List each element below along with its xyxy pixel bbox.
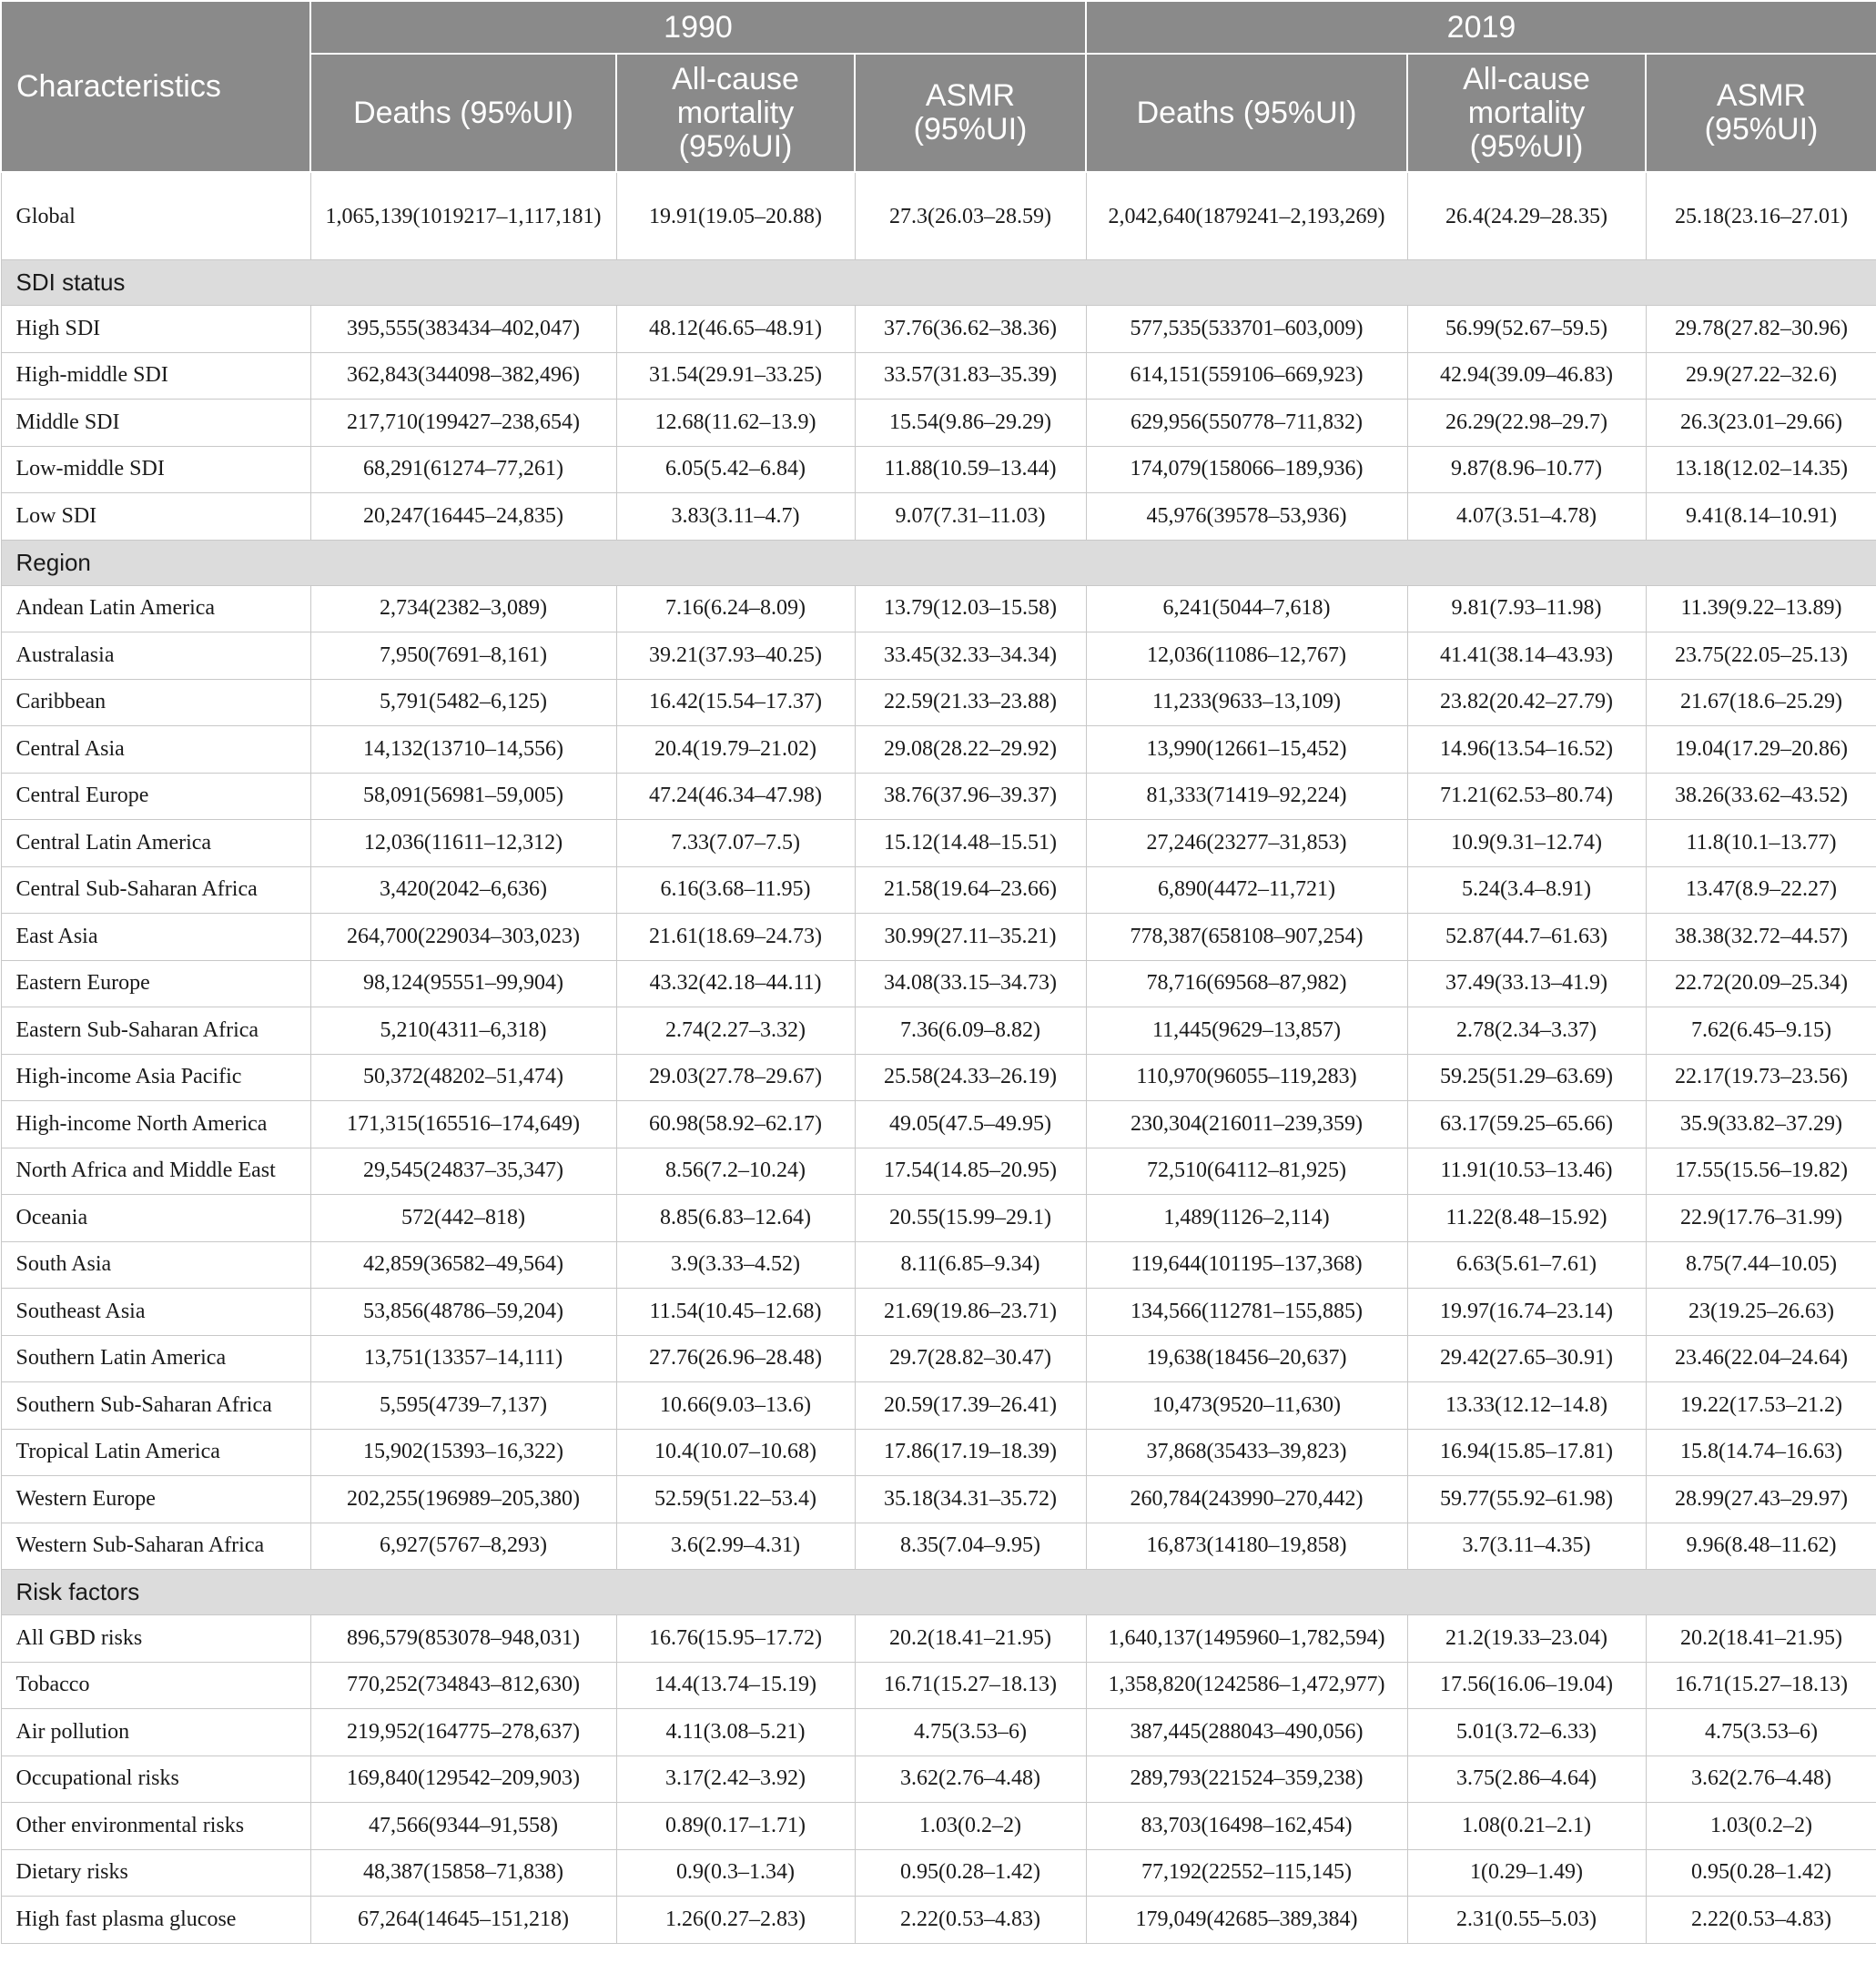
cell-asmr-2019: 7.62(6.45–9.15) [1646, 1007, 1876, 1055]
cell-asmr-2019: 29.78(27.82–30.96) [1646, 306, 1876, 353]
table-row [1, 1148, 1876, 1195]
cell-mortality-1990: 60.98(58.92–62.17) [616, 1101, 855, 1148]
cell-deaths-2019: 134,566(112781–155,885) [1086, 1289, 1407, 1336]
table-row [1, 1195, 1876, 1242]
cell-mortality-1990: 4.11(3.08–5.21) [616, 1709, 855, 1756]
cell-asmr-1990: 15.54(9.86–29.29) [855, 400, 1086, 447]
cell-deaths-1990: 171,315(165516–174,649) [310, 1101, 616, 1148]
cell-mortality-1990: 8.85(6.83–12.64) [616, 1195, 855, 1242]
cell-deaths-1990: 48,387(15858–71,838) [310, 1849, 616, 1897]
table-header [1, 1, 1876, 172]
cell-mortality-2019: 4.07(3.51–4.78) [1407, 493, 1646, 541]
cell-deaths-1990: 50,372(48202–51,474) [310, 1054, 616, 1101]
row-name: High fast plasma glucose [1, 1897, 310, 1944]
table-row [1, 1289, 1876, 1336]
header-deaths-1990: Deaths (95%UI) [310, 54, 616, 172]
cell-deaths-1990: 572(442–818) [310, 1195, 616, 1242]
cell-mortality-2019: 56.99(52.67–59.5) [1407, 306, 1646, 353]
cell-mortality-1990: 10.4(10.07–10.68) [616, 1429, 855, 1476]
cell-asmr-2019: 13.47(8.9–22.27) [1646, 866, 1876, 914]
cell-asmr-2019: 13.18(12.02–14.35) [1646, 446, 1876, 493]
table-row [1, 914, 1876, 961]
cell-mortality-1990: 10.66(9.03–13.6) [616, 1382, 855, 1430]
cell-mortality-2019: 6.63(5.61–7.61) [1407, 1241, 1646, 1289]
cell-asmr-2019: 4.75(3.53–6) [1646, 1709, 1876, 1756]
cell-asmr-2019: 19.04(17.29–20.86) [1646, 726, 1876, 774]
cell-deaths-2019: 110,970(96055–119,283) [1086, 1054, 1407, 1101]
cell-deaths-1990: 169,840(129542–209,903) [310, 1755, 616, 1803]
table-row [1, 1007, 1876, 1055]
row-name: High-income North America [1, 1101, 310, 1148]
cell-mortality-2019: 71.21(62.53–80.74) [1407, 773, 1646, 820]
cell-deaths-1990: 15,902(15393–16,322) [310, 1429, 616, 1476]
cell-mortality-2019: 26.4(24.29–28.35) [1407, 172, 1646, 260]
cell-deaths-2019: 27,246(23277–31,853) [1086, 820, 1407, 867]
table-row [1, 1241, 1876, 1289]
row-name: Southeast Asia [1, 1289, 310, 1336]
cell-mortality-1990: 7.16(6.24–8.09) [616, 585, 855, 632]
cell-deaths-2019: 12,036(11086–12,767) [1086, 632, 1407, 680]
cell-asmr-1990: 33.45(32.33–34.34) [855, 632, 1086, 680]
row-name: Eastern Sub-Saharan Africa [1, 1007, 310, 1055]
section-header-row [1, 260, 1876, 306]
cell-asmr-2019: 16.71(15.27–18.13) [1646, 1662, 1876, 1709]
row-name: North Africa and Middle East [1, 1148, 310, 1195]
row-name: Global [1, 172, 310, 260]
table-body [1, 172, 1876, 1943]
cell-asmr-1990: 33.57(31.83–35.39) [855, 352, 1086, 400]
table-row [1, 1382, 1876, 1430]
cell-asmr-1990: 2.22(0.53–4.83) [855, 1897, 1086, 1944]
header-year-2019: 2019 [1086, 1, 1876, 54]
cell-asmr-1990: 9.07(7.31–11.03) [855, 493, 1086, 541]
cell-asmr-1990: 21.58(19.64–23.66) [855, 866, 1086, 914]
row-name: All GBD risks [1, 1615, 310, 1663]
cell-mortality-2019: 3.7(3.11–4.35) [1407, 1523, 1646, 1570]
table-row [1, 1755, 1876, 1803]
cell-mortality-1990: 11.54(10.45–12.68) [616, 1289, 855, 1336]
cell-mortality-1990: 7.33(7.07–7.5) [616, 820, 855, 867]
cell-asmr-1990: 20.2(18.41–21.95) [855, 1615, 1086, 1663]
cell-asmr-1990: 17.54(14.85–20.95) [855, 1148, 1086, 1195]
table-row [1, 1803, 1876, 1850]
row-name: High SDI [1, 306, 310, 353]
header-deaths-2019: Deaths (95%UI) [1086, 54, 1407, 172]
cell-deaths-1990: 12,036(11611–12,312) [310, 820, 616, 867]
row-name: Low SDI [1, 493, 310, 541]
cell-deaths-1990: 896,579(853078–948,031) [310, 1615, 616, 1663]
cell-deaths-2019: 11,233(9633–13,109) [1086, 679, 1407, 726]
cell-mortality-1990: 19.91(19.05–20.88) [616, 172, 855, 260]
table-row [1, 820, 1876, 867]
cell-asmr-2019: 19.22(17.53–21.2) [1646, 1382, 1876, 1430]
cell-mortality-2019: 13.33(12.12–14.8) [1407, 1382, 1646, 1430]
cell-asmr-1990: 7.36(6.09–8.82) [855, 1007, 1086, 1055]
table-row [1, 632, 1876, 680]
section-header-row [1, 1570, 1876, 1615]
cell-asmr-2019: 2.22(0.53–4.83) [1646, 1897, 1876, 1944]
table-row [1, 726, 1876, 774]
cell-asmr-1990: 38.76(37.96–39.37) [855, 773, 1086, 820]
cell-deaths-2019: 174,079(158066–189,936) [1086, 446, 1407, 493]
cell-asmr-1990: 0.95(0.28–1.42) [855, 1849, 1086, 1897]
row-name: Tobacco [1, 1662, 310, 1709]
cell-asmr-2019: 11.39(9.22–13.89) [1646, 585, 1876, 632]
cell-mortality-2019: 5.01(3.72–6.33) [1407, 1709, 1646, 1756]
cell-asmr-2019: 38.38(32.72–44.57) [1646, 914, 1876, 961]
section-title: Region [1, 540, 1876, 585]
cell-mortality-2019: 29.42(27.65–30.91) [1407, 1335, 1646, 1382]
cell-deaths-2019: 77,192(22552–115,145) [1086, 1849, 1407, 1897]
row-name: Middle SDI [1, 400, 310, 447]
cell-deaths-2019: 81,333(71419–92,224) [1086, 773, 1407, 820]
cell-mortality-2019: 37.49(33.13–41.9) [1407, 960, 1646, 1007]
cell-asmr-2019: 29.9(27.22–32.6) [1646, 352, 1876, 400]
row-name: Central Latin America [1, 820, 310, 867]
cell-deaths-2019: 37,868(35433–39,823) [1086, 1429, 1407, 1476]
table-row [1, 1662, 1876, 1709]
table-row [1, 1615, 1876, 1663]
row-name: Dietary risks [1, 1849, 310, 1897]
cell-deaths-2019: 387,445(288043–490,056) [1086, 1709, 1407, 1756]
cell-deaths-1990: 3,420(2042–6,636) [310, 866, 616, 914]
cell-mortality-1990: 2.74(2.27–3.32) [616, 1007, 855, 1055]
row-name: Southern Latin America [1, 1335, 310, 1382]
cell-mortality-2019: 59.77(55.92–61.98) [1407, 1476, 1646, 1523]
cell-asmr-1990: 30.99(27.11–35.21) [855, 914, 1086, 961]
cell-mortality-2019: 2.78(2.34–3.37) [1407, 1007, 1646, 1055]
row-name: Western Europe [1, 1476, 310, 1523]
row-name: Eastern Europe [1, 960, 310, 1007]
table-row [1, 446, 1876, 493]
cell-asmr-1990: 49.05(47.5–49.95) [855, 1101, 1086, 1148]
cell-mortality-1990: 47.24(46.34–47.98) [616, 773, 855, 820]
row-name: Tropical Latin America [1, 1429, 310, 1476]
cell-asmr-2019: 1.03(0.2–2) [1646, 1803, 1876, 1850]
row-name: Low-middle SDI [1, 446, 310, 493]
cell-asmr-2019: 28.99(27.43–29.97) [1646, 1476, 1876, 1523]
header-characteristics: Characteristics [1, 1, 310, 172]
cell-asmr-1990: 11.88(10.59–13.44) [855, 446, 1086, 493]
cell-asmr-1990: 1.03(0.2–2) [855, 1803, 1086, 1850]
cell-asmr-1990: 3.62(2.76–4.48) [855, 1755, 1086, 1803]
cell-deaths-2019: 614,151(559106–669,923) [1086, 352, 1407, 400]
table-row [1, 773, 1876, 820]
row-name: East Asia [1, 914, 310, 961]
cell-asmr-2019: 11.8(10.1–13.77) [1646, 820, 1876, 867]
cell-deaths-2019: 577,535(533701–603,009) [1086, 306, 1407, 353]
cell-mortality-1990: 0.9(0.3–1.34) [616, 1849, 855, 1897]
cell-mortality-1990: 27.76(26.96–28.48) [616, 1335, 855, 1382]
cell-asmr-1990: 16.71(15.27–18.13) [855, 1662, 1086, 1709]
cell-deaths-1990: 98,124(95551–99,904) [310, 960, 616, 1007]
row-name: Other environmental risks [1, 1803, 310, 1850]
cell-deaths-2019: 11,445(9629–13,857) [1086, 1007, 1407, 1055]
cell-deaths-1990: 53,856(48786–59,204) [310, 1289, 616, 1336]
cell-deaths-1990: 68,291(61274–77,261) [310, 446, 616, 493]
cell-asmr-1990: 35.18(34.31–35.72) [855, 1476, 1086, 1523]
header-asmr-1990: ASMR (95%UI) [855, 54, 1086, 172]
cell-mortality-1990: 31.54(29.91–33.25) [616, 352, 855, 400]
cell-deaths-1990: 29,545(24837–35,347) [310, 1148, 616, 1195]
cell-deaths-1990: 362,843(344098–382,496) [310, 352, 616, 400]
cell-mortality-2019: 41.41(38.14–43.93) [1407, 632, 1646, 680]
cell-asmr-2019: 22.9(17.76–31.99) [1646, 1195, 1876, 1242]
cell-deaths-2019: 78,716(69568–87,982) [1086, 960, 1407, 1007]
table-row [1, 1849, 1876, 1897]
section-header-row [1, 540, 1876, 585]
cell-mortality-2019: 11.22(8.48–15.92) [1407, 1195, 1646, 1242]
cell-mortality-2019: 5.24(3.4–8.91) [1407, 866, 1646, 914]
cell-mortality-1990: 29.03(27.78–29.67) [616, 1054, 855, 1101]
cell-mortality-2019: 26.29(22.98–29.7) [1407, 400, 1646, 447]
row-name: Central Asia [1, 726, 310, 774]
cell-mortality-2019: 2.31(0.55–5.03) [1407, 1897, 1646, 1944]
row-name: Central Sub-Saharan Africa [1, 866, 310, 914]
cell-asmr-2019: 23.46(22.04–24.64) [1646, 1335, 1876, 1382]
cell-deaths-2019: 13,990(12661–15,452) [1086, 726, 1407, 774]
cell-mortality-1990: 52.59(51.22–53.4) [616, 1476, 855, 1523]
table-row [1, 306, 1876, 353]
cell-asmr-2019: 20.2(18.41–21.95) [1646, 1615, 1876, 1663]
cell-deaths-2019: 260,784(243990–270,442) [1086, 1476, 1407, 1523]
cell-asmr-2019: 21.67(18.6–25.29) [1646, 679, 1876, 726]
cell-deaths-2019: 1,358,820(1242586–1,472,977) [1086, 1662, 1407, 1709]
cell-mortality-1990: 20.4(19.79–21.02) [616, 726, 855, 774]
row-name: South Asia [1, 1241, 310, 1289]
table-row [1, 866, 1876, 914]
row-name: Southern Sub-Saharan Africa [1, 1382, 310, 1430]
cell-mortality-2019: 9.87(8.96–10.77) [1407, 446, 1646, 493]
cell-asmr-1990: 22.59(21.33–23.88) [855, 679, 1086, 726]
table-row [1, 1335, 1876, 1382]
cell-asmr-2019: 23(19.25–26.63) [1646, 1289, 1876, 1336]
cell-mortality-2019: 63.17(59.25–65.66) [1407, 1101, 1646, 1148]
cell-deaths-1990: 20,247(16445–24,835) [310, 493, 616, 541]
cell-asmr-1990: 27.3(26.03–28.59) [855, 172, 1086, 260]
cell-mortality-1990: 3.6(2.99–4.31) [616, 1523, 855, 1570]
cell-asmr-1990: 20.55(15.99–29.1) [855, 1195, 1086, 1242]
cell-asmr-1990: 4.75(3.53–6) [855, 1709, 1086, 1756]
table-row [1, 1709, 1876, 1756]
cell-mortality-2019: 9.81(7.93–11.98) [1407, 585, 1646, 632]
table-row [1, 679, 1876, 726]
table-row [1, 400, 1876, 447]
cell-mortality-1990: 6.16(3.68–11.95) [616, 866, 855, 914]
cell-asmr-2019: 26.3(23.01–29.66) [1646, 400, 1876, 447]
cell-deaths-1990: 5,210(4311–6,318) [310, 1007, 616, 1055]
cell-deaths-1990: 217,710(199427–238,654) [310, 400, 616, 447]
cell-mortality-2019: 52.87(44.7–61.63) [1407, 914, 1646, 961]
cell-asmr-2019: 38.26(33.62–43.52) [1646, 773, 1876, 820]
cell-mortality-1990: 12.68(11.62–13.9) [616, 400, 855, 447]
cell-asmr-2019: 25.18(23.16–27.01) [1646, 172, 1876, 260]
cell-mortality-1990: 39.21(37.93–40.25) [616, 632, 855, 680]
cell-mortality-1990: 48.12(46.65–48.91) [616, 306, 855, 353]
header-mortality-2019: All-cause mortality (95%UI) [1407, 54, 1646, 172]
cell-mortality-1990: 16.76(15.95–17.72) [616, 1615, 855, 1663]
cell-asmr-2019: 22.72(20.09–25.34) [1646, 960, 1876, 1007]
cell-deaths-1990: 5,595(4739–7,137) [310, 1382, 616, 1430]
cell-asmr-2019: 9.96(8.48–11.62) [1646, 1523, 1876, 1570]
cell-deaths-2019: 230,304(216011–239,359) [1086, 1101, 1407, 1148]
cell-deaths-1990: 13,751(13357–14,111) [310, 1335, 616, 1382]
cell-mortality-2019: 42.94(39.09–46.83) [1407, 352, 1646, 400]
cell-asmr-1990: 37.76(36.62–38.36) [855, 306, 1086, 353]
row-name: High-income Asia Pacific [1, 1054, 310, 1101]
cell-asmr-2019: 8.75(7.44–10.05) [1646, 1241, 1876, 1289]
cell-asmr-1990: 21.69(19.86–23.71) [855, 1289, 1086, 1336]
cell-deaths-2019: 6,241(5044–7,618) [1086, 585, 1407, 632]
cell-asmr-2019: 35.9(33.82–37.29) [1646, 1101, 1876, 1148]
header-year-1990: 1990 [310, 1, 1086, 54]
cell-deaths-1990: 219,952(164775–278,637) [310, 1709, 616, 1756]
cell-deaths-1990: 7,950(7691–8,161) [310, 632, 616, 680]
cell-deaths-2019: 2,042,640(1879241–2,193,269) [1086, 172, 1407, 260]
cell-deaths-2019: 179,049(42685–389,384) [1086, 1897, 1407, 1944]
cell-mortality-1990: 3.83(3.11–4.7) [616, 493, 855, 541]
cell-mortality-2019: 59.25(51.29–63.69) [1407, 1054, 1646, 1101]
table-row [1, 1429, 1876, 1476]
table-row [1, 1897, 1876, 1944]
row-name: Caribbean [1, 679, 310, 726]
cell-mortality-1990: 6.05(5.42–6.84) [616, 446, 855, 493]
cell-mortality-1990: 8.56(7.2–10.24) [616, 1148, 855, 1195]
cell-asmr-1990: 8.11(6.85–9.34) [855, 1241, 1086, 1289]
cell-mortality-1990: 43.32(42.18–44.11) [616, 960, 855, 1007]
cell-asmr-1990: 29.08(28.22–29.92) [855, 726, 1086, 774]
cell-asmr-2019: 9.41(8.14–10.91) [1646, 493, 1876, 541]
row-name: High-middle SDI [1, 352, 310, 400]
row-name: Australasia [1, 632, 310, 680]
cell-mortality-1990: 1.26(0.27–2.83) [616, 1897, 855, 1944]
row-name: Oceania [1, 1195, 310, 1242]
cell-deaths-1990: 42,859(36582–49,564) [310, 1241, 616, 1289]
row-name: Central Europe [1, 773, 310, 820]
cell-mortality-1990: 3.17(2.42–3.92) [616, 1755, 855, 1803]
cell-mortality-2019: 21.2(19.33–23.04) [1407, 1615, 1646, 1663]
cell-asmr-1990: 29.7(28.82–30.47) [855, 1335, 1086, 1382]
cell-mortality-1990: 21.61(18.69–24.73) [616, 914, 855, 961]
cell-deaths-1990: 47,566(9344–91,558) [310, 1803, 616, 1850]
cell-mortality-2019: 1.08(0.21–2.1) [1407, 1803, 1646, 1850]
cell-deaths-2019: 10,473(9520–11,630) [1086, 1382, 1407, 1430]
cell-deaths-1990: 58,091(56981–59,005) [310, 773, 616, 820]
cell-mortality-2019: 14.96(13.54–16.52) [1407, 726, 1646, 774]
cell-deaths-2019: 1,489(1126–2,114) [1086, 1195, 1407, 1242]
row-name: Andean Latin America [1, 585, 310, 632]
cell-asmr-1990: 20.59(17.39–26.41) [855, 1382, 1086, 1430]
table-row-global [1, 172, 1876, 260]
cell-asmr-2019: 22.17(19.73–23.56) [1646, 1054, 1876, 1101]
cell-asmr-2019: 17.55(15.56–19.82) [1646, 1148, 1876, 1195]
table-row [1, 1523, 1876, 1570]
cell-asmr-2019: 0.95(0.28–1.42) [1646, 1849, 1876, 1897]
cell-mortality-1990: 0.89(0.17–1.71) [616, 1803, 855, 1850]
cell-deaths-2019: 45,976(39578–53,936) [1086, 493, 1407, 541]
table-row [1, 1476, 1876, 1523]
cell-asmr-1990: 15.12(14.48–15.51) [855, 820, 1086, 867]
cell-deaths-2019: 119,644(101195–137,368) [1086, 1241, 1407, 1289]
row-name: Occupational risks [1, 1755, 310, 1803]
table-row [1, 1101, 1876, 1148]
section-title: Risk factors [1, 1570, 1876, 1615]
table-row [1, 960, 1876, 1007]
cell-deaths-2019: 83,703(16498–162,454) [1086, 1803, 1407, 1850]
cell-mortality-1990: 16.42(15.54–17.37) [616, 679, 855, 726]
cell-deaths-2019: 19,638(18456–20,637) [1086, 1335, 1407, 1382]
cell-deaths-1990: 2,734(2382–3,089) [310, 585, 616, 632]
cell-asmr-2019: 3.62(2.76–4.48) [1646, 1755, 1876, 1803]
cell-deaths-2019: 289,793(221524–359,238) [1086, 1755, 1407, 1803]
cell-deaths-2019: 72,510(64112–81,925) [1086, 1148, 1407, 1195]
table-row [1, 352, 1876, 400]
cell-deaths-1990: 14,132(13710–14,556) [310, 726, 616, 774]
cell-deaths-2019: 16,873(14180–19,858) [1086, 1523, 1407, 1570]
cell-asmr-1990: 34.08(33.15–34.73) [855, 960, 1086, 1007]
cell-asmr-1990: 25.58(24.33–26.19) [855, 1054, 1086, 1101]
table-row [1, 1054, 1876, 1101]
cell-mortality-2019: 10.9(9.31–12.74) [1407, 820, 1646, 867]
cell-asmr-2019: 23.75(22.05–25.13) [1646, 632, 1876, 680]
cell-asmr-1990: 17.86(17.19–18.39) [855, 1429, 1086, 1476]
cell-mortality-2019: 23.82(20.42–27.79) [1407, 679, 1646, 726]
cell-mortality-2019: 17.56(16.06–19.04) [1407, 1662, 1646, 1709]
cell-deaths-2019: 1,640,137(1495960–1,782,594) [1086, 1615, 1407, 1663]
cell-mortality-2019: 11.91(10.53–13.46) [1407, 1148, 1646, 1195]
table-row [1, 585, 1876, 632]
section-title: SDI status [1, 260, 1876, 306]
header-asmr-2019: ASMR (95%UI) [1646, 54, 1876, 172]
cell-asmr-2019: 15.8(14.74–16.63) [1646, 1429, 1876, 1476]
cell-deaths-1990: 6,927(5767–8,293) [310, 1523, 616, 1570]
cell-mortality-1990: 14.4(13.74–15.19) [616, 1662, 855, 1709]
cell-mortality-2019: 19.97(16.74–23.14) [1407, 1289, 1646, 1336]
cell-deaths-1990: 1,065,139(1019217–1,117,181) [310, 172, 616, 260]
cell-deaths-1990: 395,555(383434–402,047) [310, 306, 616, 353]
table-row [1, 493, 1876, 541]
cell-deaths-1990: 770,252(734843–812,630) [310, 1662, 616, 1709]
cell-asmr-1990: 8.35(7.04–9.95) [855, 1523, 1086, 1570]
cell-mortality-2019: 1(0.29–1.49) [1407, 1849, 1646, 1897]
cell-deaths-2019: 778,387(658108–907,254) [1086, 914, 1407, 961]
row-name: Western Sub-Saharan Africa [1, 1523, 310, 1570]
row-name: Air pollution [1, 1709, 310, 1756]
cell-deaths-1990: 67,264(14645–151,218) [310, 1897, 616, 1944]
cell-asmr-1990: 13.79(12.03–15.58) [855, 585, 1086, 632]
cell-deaths-1990: 5,791(5482–6,125) [310, 679, 616, 726]
cell-mortality-2019: 16.94(15.85–17.81) [1407, 1429, 1646, 1476]
header-mortality-1990: All-cause mortality (95%UI) [616, 54, 855, 172]
cell-deaths-2019: 6,890(4472–11,721) [1086, 866, 1407, 914]
cell-deaths-2019: 629,956(550778–711,832) [1086, 400, 1407, 447]
cell-deaths-1990: 202,255(196989–205,380) [310, 1476, 616, 1523]
cell-mortality-1990: 3.9(3.33–4.52) [616, 1241, 855, 1289]
cell-deaths-1990: 264,700(229034–303,023) [310, 914, 616, 961]
cell-mortality-2019: 3.75(2.86–4.64) [1407, 1755, 1646, 1803]
